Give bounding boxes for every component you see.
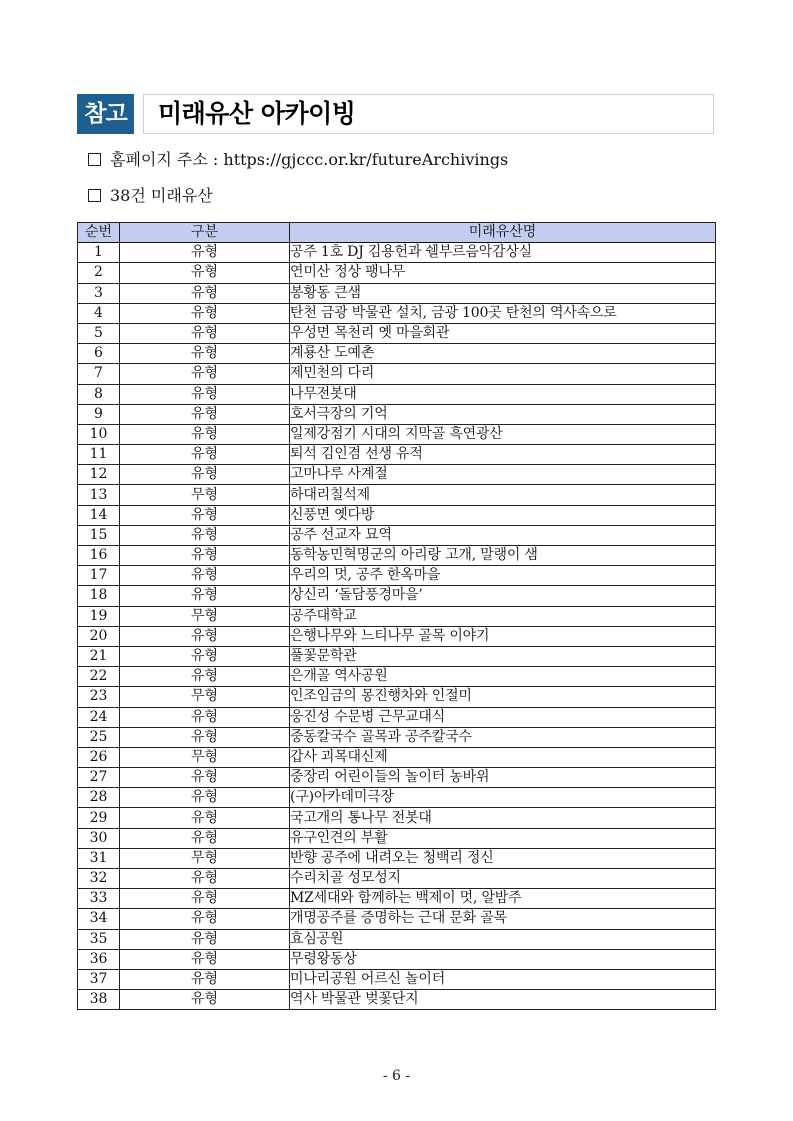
row-number: 33 — [78, 889, 120, 909]
row-type: 유형 — [120, 929, 290, 949]
table-row — [78, 485, 716, 505]
row-number: 28 — [78, 788, 120, 808]
row-type: 유형 — [120, 404, 290, 424]
row-type: 유형 — [120, 788, 290, 808]
page-header — [77, 94, 714, 134]
table-row — [78, 747, 716, 767]
row-heritage-name: 개명공주를 증명하는 근대 문화 골목 — [290, 909, 716, 929]
row-type: 무형 — [120, 606, 290, 626]
row-type: 유형 — [120, 909, 290, 929]
row-number: 5 — [78, 323, 120, 343]
row-type: 유형 — [120, 364, 290, 384]
table-row — [78, 869, 716, 889]
table-row — [78, 283, 716, 303]
table-row — [78, 445, 716, 465]
heritage-count: 38건 미래유산 — [110, 186, 213, 205]
row-number: 32 — [78, 869, 120, 889]
row-heritage-name: 상신리 ‘돌담풍경마을’ — [290, 586, 716, 606]
table-row — [78, 687, 716, 707]
row-type: 유형 — [120, 889, 290, 909]
row-heritage-name: 우리의 멋, 공주 한옥마을 — [290, 566, 716, 586]
row-number: 24 — [78, 707, 120, 727]
row-number: 8 — [78, 384, 120, 404]
table-row — [78, 889, 716, 909]
row-heritage-name: 은개골 역사공원 — [290, 667, 716, 687]
row-number: 11 — [78, 445, 120, 465]
row-number: 21 — [78, 646, 120, 666]
row-heritage-name: 계룡산 도예촌 — [290, 344, 716, 364]
table-row — [78, 586, 716, 606]
row-type: 유형 — [120, 626, 290, 646]
row-number: 36 — [78, 949, 120, 969]
row-heritage-name: 동학농민혁명군의 아리랑 고개, 말랭이 샘 — [290, 546, 716, 566]
row-type: 유형 — [120, 323, 290, 343]
reference-badge: 참고 — [77, 94, 134, 134]
row-type: 유형 — [120, 808, 290, 828]
row-number: 29 — [78, 808, 120, 828]
table-header-row — [78, 223, 716, 243]
row-heritage-name: 무령왕동상 — [290, 949, 716, 969]
row-heritage-name: 웅진성 수문병 근무교대식 — [290, 707, 716, 727]
table-row — [78, 263, 716, 283]
table-row — [78, 384, 716, 404]
table-row — [78, 566, 716, 586]
row-type: 유형 — [120, 263, 290, 283]
row-type: 유형 — [120, 990, 290, 1010]
row-number: 1 — [78, 243, 120, 263]
table-row — [78, 465, 716, 485]
row-heritage-name: 수리치골 성모성지 — [290, 869, 716, 889]
table-row — [78, 929, 716, 949]
row-type: 무형 — [120, 747, 290, 767]
table-row — [78, 768, 716, 788]
row-type: 유형 — [120, 667, 290, 687]
table-row — [78, 808, 716, 828]
homepage-address: 홈페이지 주소 : https://gjccc.or.kr/futureArchivings — [110, 150, 509, 169]
page-number: - 6 - — [382, 1068, 411, 1084]
table-row — [78, 990, 716, 1010]
row-number: 9 — [78, 404, 120, 424]
row-number: 25 — [78, 727, 120, 747]
row-type: 유형 — [120, 969, 290, 989]
row-heritage-name: 퇴석 김인겸 선생 유적 — [290, 445, 716, 465]
row-number: 19 — [78, 606, 120, 626]
row-type: 유형 — [120, 768, 290, 788]
row-number: 10 — [78, 424, 120, 444]
header-type: 구분 — [120, 223, 290, 243]
row-type: 무형 — [120, 848, 290, 868]
row-type: 유형 — [120, 505, 290, 525]
row-number: 12 — [78, 465, 120, 485]
row-heritage-name: 중동칼국수 골목과 공주칼국수 — [290, 727, 716, 747]
row-number: 26 — [78, 747, 120, 767]
row-heritage-name: 은행나무와 느티나무 골목 이야기 — [290, 626, 716, 646]
row-heritage-name: 고마나루 사계절 — [290, 465, 716, 485]
row-number: 17 — [78, 566, 120, 586]
count-info-line — [88, 186, 213, 206]
row-number: 22 — [78, 667, 120, 687]
row-heritage-name: 갑사 괴목대신제 — [290, 747, 716, 767]
table-row — [78, 707, 716, 727]
row-number: 7 — [78, 364, 120, 384]
homepage-info-line — [88, 150, 508, 170]
header-number: 순번 — [78, 223, 120, 243]
row-heritage-name: 중장리 어린이들의 놀이터 농바위 — [290, 768, 716, 788]
row-type: 유형 — [120, 646, 290, 666]
row-heritage-name: 우성면 목천리 옛 마을회관 — [290, 323, 716, 343]
row-heritage-name: 공주 선교자 묘역 — [290, 525, 716, 545]
row-type: 유형 — [120, 445, 290, 465]
row-heritage-name: 풀꽃문학관 — [290, 646, 716, 666]
row-heritage-name: 탄천 금광 박물관 설치, 금광 100곳 탄천의 역사속으로 — [290, 303, 716, 323]
table-row — [78, 243, 716, 263]
heritage-table — [77, 222, 716, 1010]
table-row — [78, 848, 716, 868]
row-number: 16 — [78, 546, 120, 566]
table-row — [78, 788, 716, 808]
row-number: 4 — [78, 303, 120, 323]
row-heritage-name: 반향 공주에 내려오는 청백리 정신 — [290, 848, 716, 868]
row-number: 20 — [78, 626, 120, 646]
row-number: 15 — [78, 525, 120, 545]
table-row — [78, 949, 716, 969]
row-number: 37 — [78, 969, 120, 989]
row-type: 유형 — [120, 424, 290, 444]
row-type: 유형 — [120, 949, 290, 969]
row-type: 유형 — [120, 243, 290, 263]
table-row — [78, 646, 716, 666]
row-type: 무형 — [120, 687, 290, 707]
table-row — [78, 344, 716, 364]
row-number: 6 — [78, 344, 120, 364]
row-heritage-name: 신풍면 옛다방 — [290, 505, 716, 525]
row-type: 유형 — [120, 303, 290, 323]
row-heritage-name: 하대리칠석제 — [290, 485, 716, 505]
row-heritage-name: 국고개의 통나무 전봇대 — [290, 808, 716, 828]
row-heritage-name: 연미산 정상 팽나무 — [290, 263, 716, 283]
checkbox-square-icon — [88, 153, 101, 166]
row-heritage-name: 효심공원 — [290, 929, 716, 949]
row-type: 유형 — [120, 869, 290, 889]
row-number: 31 — [78, 848, 120, 868]
row-type: 유형 — [120, 566, 290, 586]
row-number: 2 — [78, 263, 120, 283]
row-type: 유형 — [120, 828, 290, 848]
row-heritage-name: 공주 1호 DJ 김용헌과 쉘부르음악감상실 — [290, 243, 716, 263]
table-row — [78, 969, 716, 989]
title-box — [143, 94, 714, 134]
row-type: 무형 — [120, 485, 290, 505]
row-number: 30 — [78, 828, 120, 848]
row-type: 유형 — [120, 465, 290, 485]
row-heritage-name: (구)아카데미극장 — [290, 788, 716, 808]
table-row — [78, 323, 716, 343]
row-number: 38 — [78, 990, 120, 1010]
row-number: 34 — [78, 909, 120, 929]
row-type: 유형 — [120, 525, 290, 545]
table-row — [78, 525, 716, 545]
row-type: 유형 — [120, 727, 290, 747]
row-type: 유형 — [120, 283, 290, 303]
table-row — [78, 727, 716, 747]
table-row — [78, 404, 716, 424]
row-heritage-name: 역사 박물관 벚꽃단지 — [290, 990, 716, 1010]
row-type: 유형 — [120, 344, 290, 364]
row-type: 유형 — [120, 586, 290, 606]
table-row — [78, 606, 716, 626]
row-heritage-name: 나무전봇대 — [290, 384, 716, 404]
table-row — [78, 303, 716, 323]
row-heritage-name: 공주대학교 — [290, 606, 716, 626]
row-number: 27 — [78, 768, 120, 788]
row-heritage-name: 호서극장의 기억 — [290, 404, 716, 424]
row-heritage-name: 일제강점기 시대의 지막골 흑연광산 — [290, 424, 716, 444]
row-number: 35 — [78, 929, 120, 949]
row-number: 18 — [78, 586, 120, 606]
table-row — [78, 626, 716, 646]
row-number: 3 — [78, 283, 120, 303]
table-row — [78, 828, 716, 848]
checkbox-square-icon — [88, 189, 101, 202]
table-row — [78, 424, 716, 444]
page-title: 미래유산 아카이빙 — [158, 99, 356, 128]
row-number: 23 — [78, 687, 120, 707]
table-row — [78, 667, 716, 687]
header-heritage-name: 미래유산명 — [290, 223, 716, 243]
row-heritage-name: 미나리공원 어르신 놀이터 — [290, 969, 716, 989]
row-heritage-name: 유구인견의 부활 — [290, 828, 716, 848]
row-type: 유형 — [120, 707, 290, 727]
row-type: 유형 — [120, 546, 290, 566]
row-number: 14 — [78, 505, 120, 525]
row-number: 13 — [78, 485, 120, 505]
row-heritage-name: 제민천의 다리 — [290, 364, 716, 384]
row-heritage-name: MZ세대와 함께하는 백제이 멋, 알밤주 — [290, 889, 716, 909]
table-row — [78, 546, 716, 566]
table-row — [78, 364, 716, 384]
row-heritage-name: 봉황동 큰샘 — [290, 283, 716, 303]
table-row — [78, 909, 716, 929]
row-type: 유형 — [120, 384, 290, 404]
row-heritage-name: 인조임금의 몽진행차와 인절미 — [290, 687, 716, 707]
table-row — [78, 505, 716, 525]
